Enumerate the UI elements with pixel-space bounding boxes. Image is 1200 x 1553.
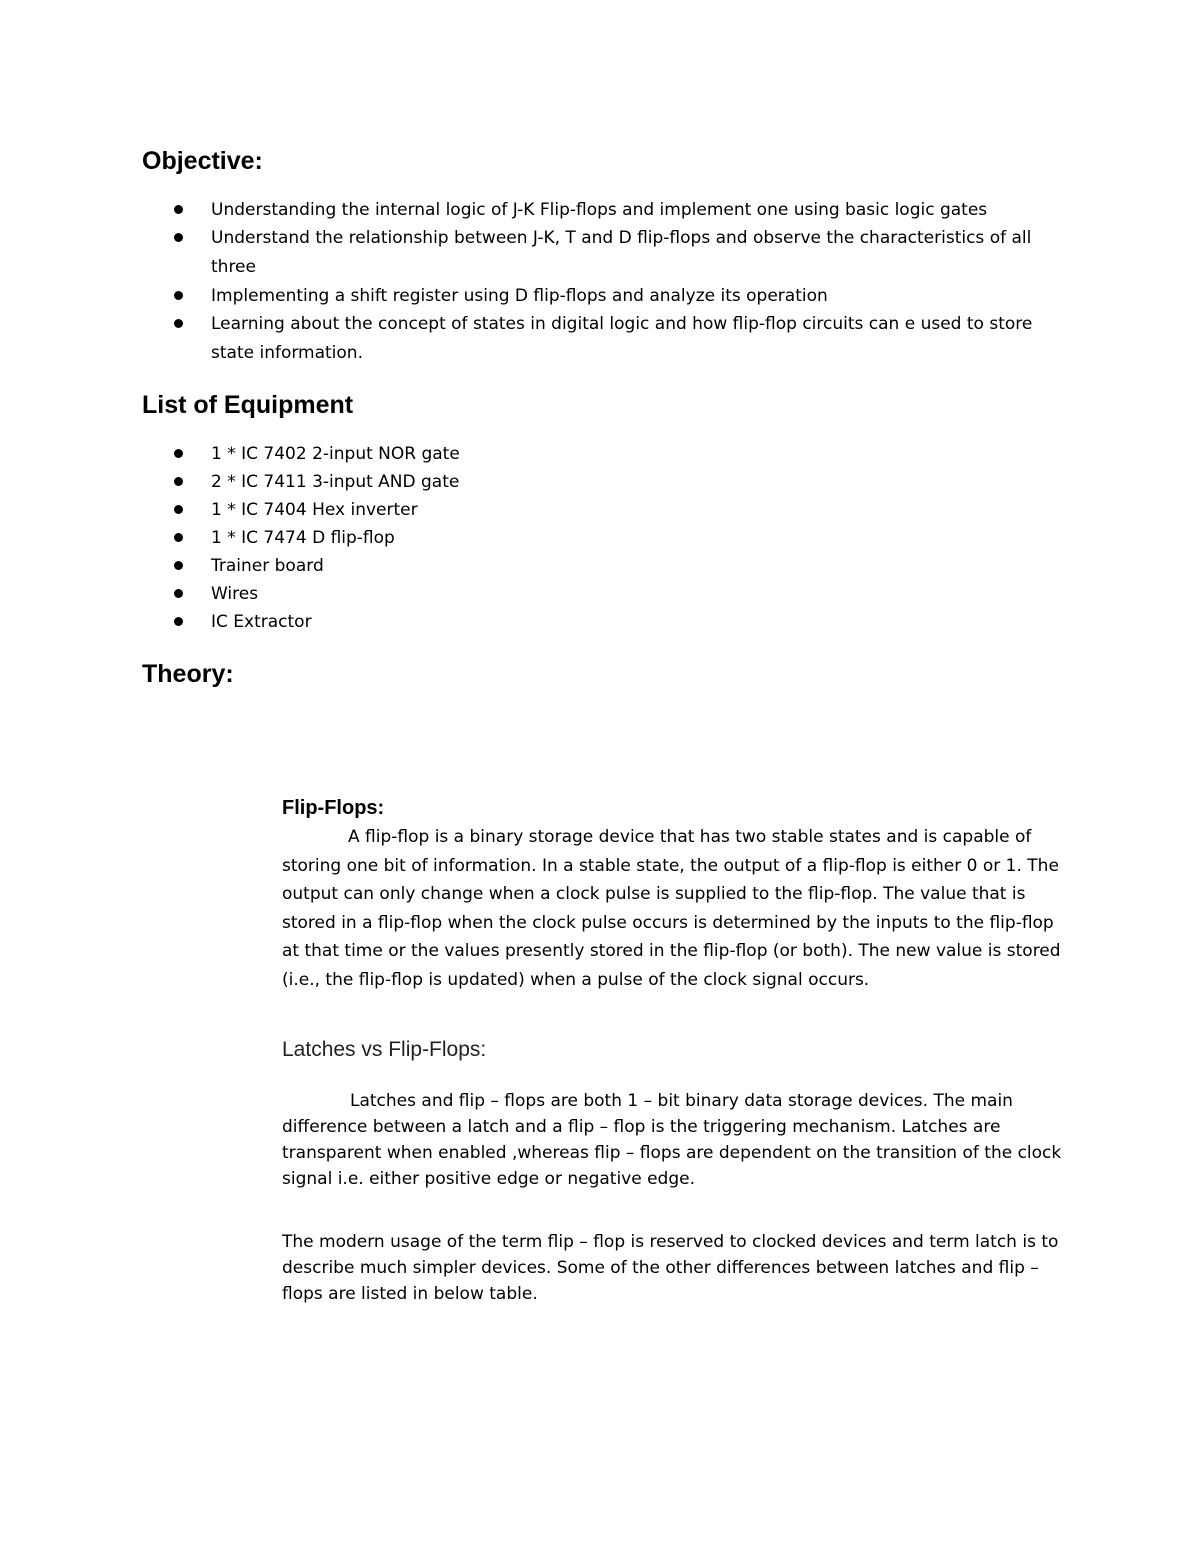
list-item: Implementing a shift register using D flip-flops and analyze its operation	[174, 282, 1064, 310]
objective-list	[174, 196, 1064, 368]
flipflops-heading: Flip-Flops:	[282, 797, 385, 819]
list-item: 1 * IC 7402 2-input NOR gate	[174, 440, 774, 468]
list-item: 1 * IC 7474 D flip-flop	[174, 524, 774, 552]
objective-heading: Objective:	[142, 147, 263, 175]
list-item: Trainer board	[174, 552, 774, 580]
equipment-list	[174, 440, 774, 636]
theory-heading: Theory:	[142, 660, 234, 688]
flipflops-paragraph	[282, 823, 1072, 994]
list-item: Understanding the internal logic of J-K Flip-flops and implement one using basic logic gates	[174, 196, 1064, 224]
list-item: Wires	[174, 580, 774, 608]
latches-paragraph-1-text: Latches and flip – flops are both 1 – bit binary data storage devices. The main difference between a latch and a flip – flop is the triggering mechanism. Latches are transparent when enabled ,whereas flip – flops are dependent on the transition of the clock signal i.e. either positive edge or negative edge.	[282, 1091, 1062, 1189]
latches-paragraph-2: The modern usage of the term flip – flop is reserved to clocked devices and term latch is to describe much simpler devices. Some of the other differences between latches and flip – flops are listed in below table.	[282, 1232, 1059, 1304]
list-item: 1 * IC 7404 Hex inverter	[174, 496, 774, 524]
list-item: Understand the relationship between J-K, T and D flip-flops and observe the characteristics of all three	[174, 224, 1064, 282]
latches-section	[282, 1037, 1072, 1307]
list-item: Learning about the concept of states in digital logic and how flip-flop circuits can e used to store state information.	[174, 310, 1064, 368]
latches-heading: Latches vs Flip-Flops:	[282, 1038, 487, 1061]
latches-paragraph-1	[282, 1088, 1072, 1192]
flipflops-section	[282, 795, 1072, 994]
flipflops-paragraph-text: A flip-flop is a binary storage device that has two stable states and is capable of storing one bit of information. In a stable state, the output of a flip-flop is either 0 or 1. The output can only change when a clock pulse is supplied to the flip-flop. The value that is stored in a flip-flop when the clock pulse occurs is determined by the inputs to the flip-flop at that time or the values presently stored in the flip-flop (or both). The new value is stored (i.e., the flip-flop is updated) when a pulse of the clock signal occurs.	[282, 827, 1061, 990]
list-item: 2 * IC 7411 3-input AND gate	[174, 468, 774, 496]
equipment-heading: List of Equipment	[142, 391, 354, 419]
list-item: IC Extractor	[174, 608, 774, 636]
